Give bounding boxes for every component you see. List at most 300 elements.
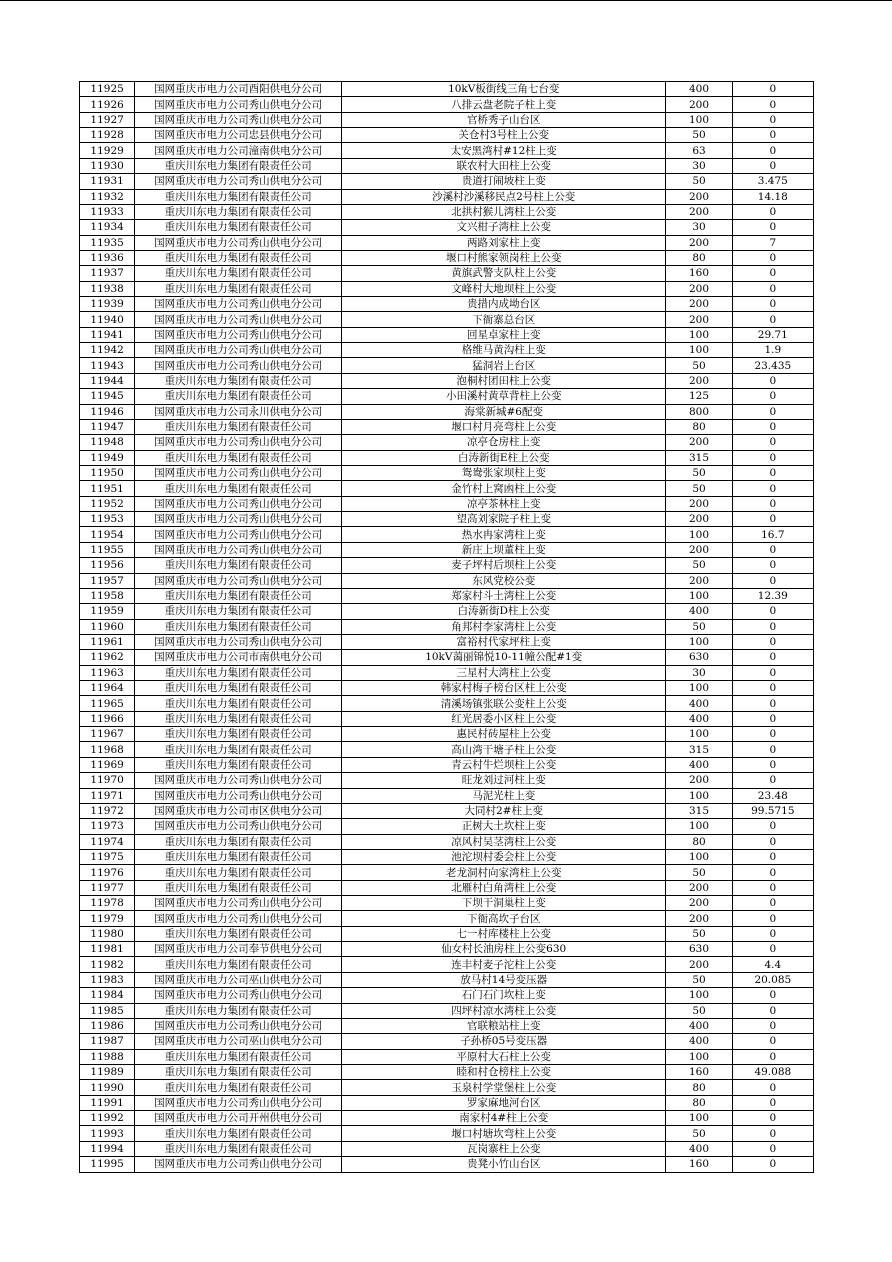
capacity-cell: 63	[666, 143, 732, 158]
station-name-cell: 泡桐村团田柱上公变	[342, 373, 666, 388]
company-cell: 重庆川东电力集团有限责任公司	[135, 711, 342, 726]
table-row	[80, 204, 814, 219]
table-row	[80, 926, 814, 941]
value-cell: 0	[732, 158, 813, 173]
company-cell: 国网重庆市电力公司秀山供电分公司	[135, 496, 342, 511]
company-cell: 国网重庆市电力公司秀山供电分公司	[135, 112, 342, 127]
company-cell: 重庆川东电力集团有限责任公司	[135, 450, 342, 465]
capacity-cell: 125	[666, 389, 732, 404]
row-id-cell: 11976	[80, 865, 135, 880]
table-row	[80, 727, 814, 742]
capacity-cell: 50	[666, 465, 732, 480]
station-name-cell: 关仓村3号柱上公变	[342, 128, 666, 143]
row-id-cell: 11989	[80, 1065, 135, 1080]
row-id-cell: 11932	[80, 189, 135, 204]
capacity-cell: 100	[666, 1049, 732, 1064]
station-name-cell: 池沱坝村委会柱上公变	[342, 849, 666, 864]
table-row	[80, 389, 814, 404]
company-cell: 国网重庆市电力公司秀山供电分公司	[135, 343, 342, 358]
company-cell: 国网重庆市电力公司秀山供电分公司	[135, 358, 342, 373]
company-cell: 国网重庆市电力公司秀山供电分公司	[135, 896, 342, 911]
table-row	[80, 1157, 814, 1172]
capacity-cell: 200	[666, 880, 732, 895]
row-id-cell: 11958	[80, 588, 135, 603]
station-name-cell: 凉亭茶林柱上变	[342, 496, 666, 511]
company-cell: 国网重庆市电力公司秀山供电分公司	[135, 97, 342, 112]
value-cell: 0	[732, 1034, 813, 1049]
table-row	[80, 849, 814, 864]
row-id-cell: 11930	[80, 158, 135, 173]
value-cell: 0	[732, 1080, 813, 1095]
table-row	[80, 82, 814, 97]
capacity-cell: 800	[666, 404, 732, 419]
company-cell: 国网重庆市电力公司开州供电分公司	[135, 1111, 342, 1126]
company-cell: 重庆川东电力集团有限责任公司	[135, 481, 342, 496]
table-row	[80, 1126, 814, 1141]
row-id-cell: 11953	[80, 512, 135, 527]
table-row	[80, 665, 814, 680]
capacity-cell: 200	[666, 235, 732, 250]
capacity-cell: 100	[666, 327, 732, 342]
table-row	[80, 634, 814, 649]
value-cell: 0	[732, 865, 813, 880]
station-name-cell: 青云村牛烂坝柱上公变	[342, 757, 666, 772]
company-cell: 国网重庆市电力公司秀山供电分公司	[135, 1018, 342, 1033]
station-name-cell: 子孙桥05号变压器	[342, 1034, 666, 1049]
company-cell: 国网重庆市电力公司市南供电分公司	[135, 650, 342, 665]
row-id-cell: 11979	[80, 911, 135, 926]
row-id-cell: 11961	[80, 634, 135, 649]
value-cell: 0	[732, 389, 813, 404]
row-id-cell: 11987	[80, 1034, 135, 1049]
row-id-cell: 11946	[80, 404, 135, 419]
company-cell: 国网重庆市电力公司秀山供电分公司	[135, 435, 342, 450]
value-cell: 0	[732, 926, 813, 941]
table-row	[80, 128, 814, 143]
company-cell: 重庆川东电力集团有限责任公司	[135, 1049, 342, 1064]
row-id-cell: 11982	[80, 957, 135, 972]
company-cell: 国网重庆市电力公司永川供电分公司	[135, 404, 342, 419]
table-row	[80, 1065, 814, 1080]
station-name-cell: 官桥秀子山台区	[342, 112, 666, 127]
row-id-cell: 11960	[80, 619, 135, 634]
value-cell: 0	[732, 465, 813, 480]
company-cell: 重庆川东电力集团有限责任公司	[135, 1080, 342, 1095]
row-id-cell: 11931	[80, 174, 135, 189]
station-name-cell: 堰口村月亮弯柱上公变	[342, 419, 666, 434]
value-cell: 0	[732, 82, 813, 97]
station-name-cell: 玉泉村学堂堡柱上公变	[342, 1080, 666, 1095]
value-cell: 23.435	[732, 358, 813, 373]
row-id-cell: 11983	[80, 972, 135, 987]
table-row	[80, 911, 814, 926]
company-cell: 重庆川东电力集团有限责任公司	[135, 849, 342, 864]
row-id-cell: 11929	[80, 143, 135, 158]
capacity-cell: 200	[666, 542, 732, 557]
company-cell: 重庆川东电力集团有限责任公司	[135, 665, 342, 680]
value-cell: 1.9	[732, 343, 813, 358]
station-name-cell: 大同村2#柱上变	[342, 803, 666, 818]
table-row	[80, 757, 814, 772]
row-id-cell: 11993	[80, 1126, 135, 1141]
capacity-cell: 315	[666, 742, 732, 757]
value-cell: 0	[732, 650, 813, 665]
row-id-cell: 11957	[80, 573, 135, 588]
row-id-cell: 11951	[80, 481, 135, 496]
row-id-cell: 11933	[80, 204, 135, 219]
company-cell: 重庆川东电力集团有限责任公司	[135, 957, 342, 972]
value-cell: 0	[732, 496, 813, 511]
value-cell: 0	[732, 1126, 813, 1141]
row-id-cell: 11966	[80, 711, 135, 726]
station-name-cell: 堰口村熊家领岗柱上公变	[342, 250, 666, 265]
station-name-cell: 新庄上坝董柱上变	[342, 542, 666, 557]
table-row	[80, 496, 814, 511]
value-cell: 0	[732, 819, 813, 834]
table-row	[80, 773, 814, 788]
value-cell: 0	[732, 204, 813, 219]
station-name-cell: 老龙洞村向家湾柱上公变	[342, 865, 666, 880]
data-table	[79, 81, 814, 1173]
table-row	[80, 143, 814, 158]
value-cell: 0	[732, 665, 813, 680]
value-cell: 23.48	[732, 788, 813, 803]
table-row	[80, 527, 814, 542]
table-row	[80, 1049, 814, 1064]
station-name-cell: 10kV蔼丽锦悦10-11幢公配#1变	[342, 650, 666, 665]
table-row	[80, 327, 814, 342]
company-cell: 国网重庆市电力公司秀山供电分公司	[135, 1095, 342, 1110]
value-cell: 0	[732, 1111, 813, 1126]
table-row	[80, 865, 814, 880]
row-id-cell: 11949	[80, 450, 135, 465]
row-id-cell: 11985	[80, 1003, 135, 1018]
row-id-cell: 11974	[80, 834, 135, 849]
value-cell: 20.085	[732, 972, 813, 987]
station-name-cell: 白涛新街D柱上公变	[342, 604, 666, 619]
station-name-cell: 清溪场镇张联公变柱上公变	[342, 696, 666, 711]
value-cell: 0	[732, 281, 813, 296]
row-id-cell: 11988	[80, 1049, 135, 1064]
capacity-cell: 30	[666, 220, 732, 235]
value-cell: 0	[732, 512, 813, 527]
company-cell: 国网重庆市电力公司秀山供电分公司	[135, 819, 342, 834]
table-row	[80, 1141, 814, 1156]
value-cell: 0	[732, 1049, 813, 1064]
row-id-cell: 11944	[80, 373, 135, 388]
company-cell: 重庆川东电力集团有限责任公司	[135, 834, 342, 849]
row-id-cell: 11965	[80, 696, 135, 711]
station-name-cell: 10kV板街线三角七台变	[342, 82, 666, 97]
station-name-cell: 文兴柑子湾柱上公变	[342, 220, 666, 235]
row-id-cell: 11938	[80, 281, 135, 296]
value-cell: 0	[732, 481, 813, 496]
value-cell: 0	[732, 604, 813, 619]
capacity-cell: 50	[666, 1126, 732, 1141]
station-name-cell: 石门石门坎柱上变	[342, 988, 666, 1003]
station-name-cell: 南家村4#柱上公变	[342, 1111, 666, 1126]
station-name-cell: 凉亭仓房柱上变	[342, 435, 666, 450]
station-name-cell: 太安黑湾村#12柱上变	[342, 143, 666, 158]
station-name-cell: 放马村14号变压器	[342, 972, 666, 987]
company-cell: 重庆川东电力集团有限责任公司	[135, 189, 342, 204]
table-row	[80, 481, 814, 496]
capacity-cell: 200	[666, 281, 732, 296]
row-id-cell: 11994	[80, 1141, 135, 1156]
capacity-cell: 100	[666, 588, 732, 603]
capacity-cell: 200	[666, 957, 732, 972]
capacity-cell: 400	[666, 757, 732, 772]
table-row	[80, 573, 814, 588]
station-name-cell: 北雁村白角湾柱上公变	[342, 880, 666, 895]
station-name-cell: 文峰村大地坝柱上公变	[342, 281, 666, 296]
company-cell: 国网重庆市电力公司秀山供电分公司	[135, 773, 342, 788]
company-cell: 国网重庆市电力公司市区供电分公司	[135, 803, 342, 818]
row-id-cell: 11975	[80, 849, 135, 864]
capacity-cell: 30	[666, 665, 732, 680]
row-id-cell: 11970	[80, 773, 135, 788]
value-cell: 0	[732, 757, 813, 772]
value-cell: 0	[732, 681, 813, 696]
table-row	[80, 281, 814, 296]
company-cell: 国网重庆市电力公司秀山供电分公司	[135, 527, 342, 542]
table-row	[80, 588, 814, 603]
station-name-cell: 平原村大石柱上公变	[342, 1049, 666, 1064]
value-cell: 0	[732, 542, 813, 557]
table-row	[80, 297, 814, 312]
value-cell: 0	[732, 988, 813, 1003]
value-cell: 7	[732, 235, 813, 250]
station-name-cell: 金竹村上窝凼柱上公变	[342, 481, 666, 496]
station-name-cell: 罗家麻地河台区	[342, 1095, 666, 1110]
station-name-cell: 郑家村斗土湾柱上公变	[342, 588, 666, 603]
capacity-cell: 200	[666, 911, 732, 926]
row-id-cell: 11963	[80, 665, 135, 680]
row-id-cell: 11939	[80, 297, 135, 312]
row-id-cell: 11942	[80, 343, 135, 358]
company-cell: 重庆川东电力集团有限责任公司	[135, 389, 342, 404]
capacity-cell: 50	[666, 558, 732, 573]
station-name-cell: 高山湾干塘子柱上公变	[342, 742, 666, 757]
company-cell: 国网重庆市电力公司秀山供电分公司	[135, 174, 342, 189]
table-row	[80, 512, 814, 527]
table-row	[80, 97, 814, 112]
station-name-cell: 官联粮站柱上变	[342, 1018, 666, 1033]
station-name-cell: 角邦村李家湾柱上公变	[342, 619, 666, 634]
station-name-cell: 望高刘家院子柱上变	[342, 512, 666, 527]
company-cell: 重庆川东电力集团有限责任公司	[135, 1065, 342, 1080]
station-name-cell: 鸳鸯张家坝柱上变	[342, 465, 666, 480]
capacity-cell: 630	[666, 650, 732, 665]
station-name-cell: 猛洞岩上台区	[342, 358, 666, 373]
row-id-cell: 11936	[80, 250, 135, 265]
table-row	[80, 1003, 814, 1018]
capacity-cell: 50	[666, 1003, 732, 1018]
company-cell: 国网重庆市电力公司秀山供电分公司	[135, 235, 342, 250]
company-cell: 国网重庆市电力公司秀山供电分公司	[135, 465, 342, 480]
row-id-cell: 11935	[80, 235, 135, 250]
value-cell: 0	[732, 896, 813, 911]
row-id-cell: 11978	[80, 896, 135, 911]
table-row	[80, 1018, 814, 1033]
capacity-cell: 200	[666, 297, 732, 312]
table-row	[80, 788, 814, 803]
company-cell: 重庆川东电力集团有限责任公司	[135, 266, 342, 281]
value-cell: 0	[732, 634, 813, 649]
station-name-cell: 黄旗武警支队柱上公变	[342, 266, 666, 281]
capacity-cell: 50	[666, 358, 732, 373]
value-cell: 0	[732, 128, 813, 143]
row-id-cell: 11934	[80, 220, 135, 235]
station-name-cell: 红光居委小区柱上公变	[342, 711, 666, 726]
value-cell: 0	[732, 727, 813, 742]
capacity-cell: 100	[666, 681, 732, 696]
row-id-cell: 11950	[80, 465, 135, 480]
table-row	[80, 450, 814, 465]
value-cell: 12.39	[732, 588, 813, 603]
station-name-cell: 格维马黄沟柱上变	[342, 343, 666, 358]
value-cell: 0	[732, 1157, 813, 1172]
row-id-cell: 11971	[80, 788, 135, 803]
table-row	[80, 803, 814, 818]
table-row	[80, 711, 814, 726]
capacity-cell: 400	[666, 696, 732, 711]
row-id-cell: 11940	[80, 312, 135, 327]
station-name-cell: 海棠新城#6配变	[342, 404, 666, 419]
company-cell: 重庆川东电力集团有限责任公司	[135, 373, 342, 388]
table-row	[80, 174, 814, 189]
company-cell: 国网重庆市电力公司秀山供电分公司	[135, 312, 342, 327]
company-cell: 国网重庆市电力公司巫山供电分公司	[135, 972, 342, 987]
capacity-cell: 400	[666, 1018, 732, 1033]
value-cell: 0	[732, 404, 813, 419]
company-cell: 重庆川东电力集团有限责任公司	[135, 558, 342, 573]
table-row	[80, 1080, 814, 1095]
row-id-cell: 11947	[80, 419, 135, 434]
table-row	[80, 942, 814, 957]
company-cell: 国网重庆市电力公司秀山供电分公司	[135, 1157, 342, 1172]
value-cell: 3.475	[732, 174, 813, 189]
table-row	[80, 542, 814, 557]
table-row	[80, 220, 814, 235]
row-id-cell: 11937	[80, 266, 135, 281]
company-cell: 国网重庆市电力公司秀山供电分公司	[135, 911, 342, 926]
capacity-cell: 100	[666, 849, 732, 864]
station-name-cell: 正树大土坎柱上变	[342, 819, 666, 834]
value-cell: 0	[732, 942, 813, 957]
value-cell: 0	[732, 143, 813, 158]
station-name-cell: 韩家村梅子榜台区柱上公变	[342, 681, 666, 696]
table-row	[80, 404, 814, 419]
table-row	[80, 465, 814, 480]
table-row	[80, 896, 814, 911]
capacity-cell: 50	[666, 619, 732, 634]
capacity-cell: 200	[666, 896, 732, 911]
row-id-cell: 11956	[80, 558, 135, 573]
value-cell: 0	[732, 834, 813, 849]
company-cell: 重庆川东电力集团有限责任公司	[135, 696, 342, 711]
capacity-cell: 30	[666, 158, 732, 173]
value-cell: 99.5715	[732, 803, 813, 818]
station-name-cell: 两路刘家柱上变	[342, 235, 666, 250]
capacity-cell: 80	[666, 1095, 732, 1110]
capacity-cell: 200	[666, 97, 732, 112]
table-row	[80, 988, 814, 1003]
capacity-cell: 100	[666, 988, 732, 1003]
table-row	[80, 189, 814, 204]
value-cell: 4.4	[732, 957, 813, 972]
capacity-cell: 200	[666, 204, 732, 219]
capacity-cell: 160	[666, 1065, 732, 1080]
row-id-cell: 11973	[80, 819, 135, 834]
company-cell: 重庆川东电力集团有限责任公司	[135, 926, 342, 941]
value-cell: 0	[732, 880, 813, 895]
table-row	[80, 266, 814, 281]
company-cell: 国网重庆市电力公司秀山供电分公司	[135, 634, 342, 649]
station-name-cell: 富裕村代家坪柱上变	[342, 634, 666, 649]
row-id-cell: 11962	[80, 650, 135, 665]
company-cell: 国网重庆市电力公司酉阳供电分公司	[135, 82, 342, 97]
table-body	[80, 82, 814, 1173]
station-name-cell: 回星卓家柱上变	[342, 327, 666, 342]
table-row	[80, 343, 814, 358]
value-cell: 0	[732, 297, 813, 312]
value-cell: 14.18	[732, 189, 813, 204]
capacity-cell: 100	[666, 527, 732, 542]
station-name-cell: 贵措内成坳台区	[342, 297, 666, 312]
row-id-cell: 11968	[80, 742, 135, 757]
company-cell: 重庆川东电力集团有限责任公司	[135, 419, 342, 434]
company-cell: 重庆川东电力集团有限责任公司	[135, 757, 342, 772]
capacity-cell: 630	[666, 942, 732, 957]
page-top-rule	[0, 0, 892, 1]
row-id-cell: 11981	[80, 942, 135, 957]
station-name-cell: 小田溪村黄草背柱上公变	[342, 389, 666, 404]
station-name-cell: 堰口村塘坎弯柱上公变	[342, 1126, 666, 1141]
station-name-cell: 下衙寨总台区	[342, 312, 666, 327]
table-row	[80, 1111, 814, 1126]
table-row	[80, 604, 814, 619]
value-cell: 0	[732, 619, 813, 634]
station-name-cell: 东风党校公变	[342, 573, 666, 588]
value-cell: 49.088	[732, 1065, 813, 1080]
station-name-cell: 麦子坪村后坝柱上公变	[342, 558, 666, 573]
table-row	[80, 250, 814, 265]
row-id-cell: 11955	[80, 542, 135, 557]
table-row	[80, 972, 814, 987]
station-name-cell: 沙溪村沙溪移民点2号柱上公变	[342, 189, 666, 204]
company-cell: 国网重庆市电力公司奉节供电分公司	[135, 942, 342, 957]
row-id-cell: 11959	[80, 604, 135, 619]
row-id-cell: 11977	[80, 880, 135, 895]
company-cell: 重庆川东电力集团有限责任公司	[135, 281, 342, 296]
value-cell: 29.71	[732, 327, 813, 342]
row-id-cell: 11992	[80, 1111, 135, 1126]
value-cell: 0	[732, 250, 813, 265]
capacity-cell: 80	[666, 250, 732, 265]
table-row	[80, 681, 814, 696]
station-name-cell: 旺龙刘过河柱上变	[342, 773, 666, 788]
row-id-cell: 11991	[80, 1095, 135, 1110]
company-cell: 重庆川东电力集团有限责任公司	[135, 742, 342, 757]
value-cell: 0	[732, 312, 813, 327]
value-cell: 0	[732, 1095, 813, 1110]
company-cell: 国网重庆市电力公司忠县供电分公司	[135, 128, 342, 143]
company-cell: 重庆川东电力集团有限责任公司	[135, 1141, 342, 1156]
capacity-cell: 100	[666, 788, 732, 803]
capacity-cell: 200	[666, 189, 732, 204]
company-cell: 国网重庆市电力公司秀山供电分公司	[135, 512, 342, 527]
